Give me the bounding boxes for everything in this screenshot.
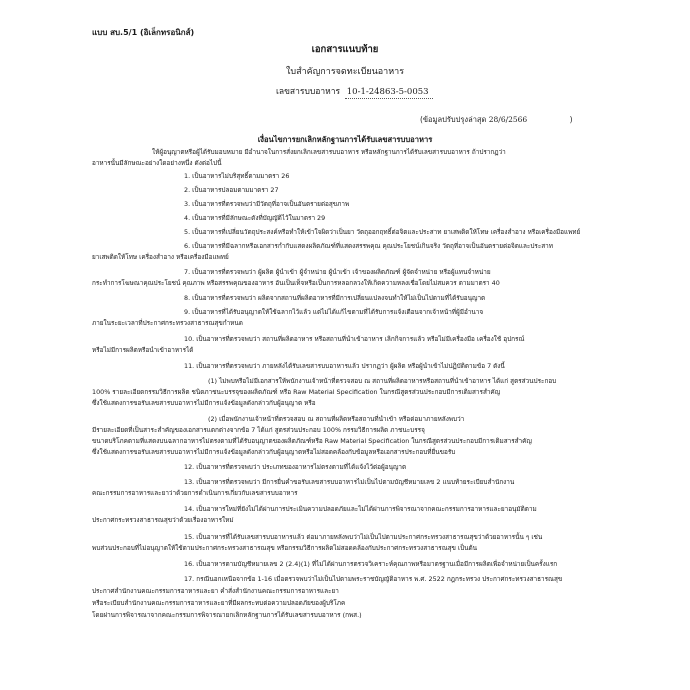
update-label: (ข้อมูลปรับปรุงล่าสุด bbox=[420, 115, 487, 124]
list-item: (2) เมื่อพนักงานเจ้าหน้าที่ตรวจสอบ ณ สถานที่ผลิตหรือสถานที่นำเข้า หรือต่อมาภายหลังพบว่า bbox=[208, 415, 465, 423]
list-item: 8. เป็นอาหารที่ตรวจพบว่า ผลิตจากสถานที่ผลิตอาหารที่มีการเปลี่ยนแปลงจนทำให้ไม่เป็นไปตามที่ได้รับอนุญาต bbox=[184, 294, 486, 302]
list-item: (1) ไม่พบหรือไม่มีเอกสารให้พนักงานเจ้าหน้าที่ตรวจสอบ ณ สถานที่ผลิตอาหารหรือสถานที่นำเข้าอาหาร ได้แก่ สูตรส่วนประกอบ bbox=[208, 377, 557, 385]
list-item: หรือไม่มีการผลิตหรือนำเข้าอาหารได้ bbox=[92, 346, 194, 354]
list-item: คณะกรรมการอาหารและยาว่าด้วยการดำเนินการเกี่ยวกับเลขสารบบอาหาร bbox=[92, 489, 298, 497]
list-item: ภายในระยะเวลาที่ประกาศกระทรวงสาธารณสุขกำหนด bbox=[92, 319, 243, 327]
list-item: 10. เป็นอาหารที่ตรวจพบว่า สถานที่ผลิตอาหาร หรือสถานที่นำเข้าอาหาร เลิกกิจการแล้ว หรือไม่มีเครื่องมือ เครื่องใช้ อุปกรณ์ bbox=[184, 335, 525, 343]
list-item: 13. เป็นอาหารที่ตรวจพบว่า มีการยื่นคำขอรับเลขสารบบอาหารไม่เป็นไปตามบัญชีหมายเลข 2 แนบท้ายระเบียบสำนักงาน bbox=[184, 478, 515, 486]
list-item: 11. เป็นอาหารที่ตรวจพบว่า ภายหลังได้รับเลขสารบบอาหารแล้ว ปรากฏว่า ผู้ผลิต หรือผู้นำเข้าไม่ปฏิบัติตามข้อ 7 ดังนี้ bbox=[184, 362, 505, 370]
registration-line bbox=[276, 84, 433, 98]
list-item: 1. เป็นอาหารไม่บริสุทธิ์ตามมาตรา 26 bbox=[184, 172, 290, 180]
registration-number: 10-1-24863-5-0053 bbox=[345, 87, 433, 99]
list-item: ขนาดบริโภคตามที่แสดงบนฉลากอาหารไม่ตรงตามที่ได้รับอนุญาตของผลิตภัณฑ์หรือ Raw Material Specification ในกรณีสูตรส่วนประกอบมีการเติมสารสำคัญ bbox=[92, 437, 532, 445]
list-item: 9. เป็นอาหารที่ได้รับอนุญาตให้ใช้ฉลากไว้แล้ว แต่ไม่ได้แก้ไขตามที่ได้รับการแจ้งเตือนจากเจ้าหน้าที่ผู้มีอำนาจ bbox=[184, 308, 484, 316]
intro-line: ให้ผู้อนุญาตหรือผู้ได้รับมอบหมาย มีอำนาจในการสั่งยกเลิกเลขสารบบอาหาร หรือหลักฐานการได้รับเลขสารบบอาหาร ถ้าปรากฏว่า bbox=[152, 148, 506, 156]
list-item: 14. เป็นอาหารใหม่ที่ยังไม่ได้ผ่านการประเมินความปลอดภัยและไม่ได้ผ่านการพิจารณาจากคณะกรรมการอาหารและยาอนุมัติตาม bbox=[184, 505, 537, 513]
document-subtitle: ใบสำคัญการจดทะเบียนอาหาร bbox=[285, 67, 405, 77]
list-item: ยาเสพติดให้โทษ เครื่องสำอาง หรือเครื่องมือแพทย์ bbox=[92, 253, 229, 261]
list-item: 4. เป็นอาหารที่มีลักษณะดังที่บัญญัติไว้ในมาตรา 29 bbox=[184, 214, 326, 222]
list-item: หรือระเบียบสำนักงานคณะกรรมการอาหารและยาที่มีผลกระทบต่อความปลอดภัยของผู้บริโภค bbox=[92, 599, 346, 607]
intro-line: อาหารนั้นมีลักษณะอย่างใดอย่างหนึ่ง ดังต่อไปนี้ bbox=[92, 159, 222, 167]
list-item: 12. เป็นอาหารที่ตรวจพบว่า ประเภทของอาหารไม่ตรงตามที่ได้แจ้งไว้ต่อผู้อนุญาต bbox=[184, 463, 407, 471]
list-item: ประกาศสำนักงานคณะกรรมการอาหารและยา คำสั่งสำนักงานคณะกรรมการอาหารและยา bbox=[92, 587, 339, 595]
list-item: พบส่วนประกอบที่ไม่อนุญาตให้ใช้ตามประกาศกระทรวงสาธารณสุข หรือกรรมวิธีการผลิตไม่สอดคล้องกับประกาศกระทรวงสาธารณสุข เป็นต้น bbox=[92, 544, 478, 552]
update-close: ) bbox=[569, 115, 573, 124]
list-item: ซึ่งใช้แสดงการขอรับเลขสารบบอาหารไม่มีการแจ้งข้อมูลดังกล่าวกับผู้อนุญาตหรือไม่สอดคล้องกับข้อมูลหรือเอกสารประกอบที่ยื่นขอรับ bbox=[92, 448, 456, 456]
form-code: แบบ สบ.5/1 (อิเล็กทรอนิกส์) bbox=[92, 28, 195, 37]
list-item: 100% รายละเอียดกรรมวิธีการผลิต ชนิดภาชนะบรรจุของผลิตภัณฑ์ หรือ Raw Material Specification ในกรณีสูตรส่วนประกอบมีการเติมสารสำคัญ bbox=[92, 388, 501, 396]
list-item: ซึ่งใช้แสดงการขอรับเลขสารบบอาหารไม่มีการแจ้งข้อมูลดังกล่าวกับผู้อนุญาต หรือ bbox=[92, 399, 316, 407]
document-title: เอกสารแนบท้าย bbox=[311, 44, 379, 55]
list-item: กระทำการโฆษณาคุณประโยชน์ คุณภาพ หรือสรรพคุณของอาหาร อันเป็นเท็จหรือเป็นการหลอกลวงให้เกิดความหลงเชื่อโดยไม่สมควร ตามมาตรา 40 bbox=[92, 279, 500, 287]
list-item: 5. เป็นอาหารที่เปลี่ยนวัตถุประสงค์หรือทำให้เข้าใจผิดว่าเป็นยา วัตถุออกฤทธิ์ต่อจิตและประสาท ยาเสพติดให้โทษ เครื่องสำอาง หรือเครื่องมือแพทย์ bbox=[184, 228, 581, 236]
list-item: 16. เป็นอาหารตามบัญชีหมายเลข 2 (2.4)(1) ที่ไม่ได้ผ่านการตรวจวิเคราะห์คุณภาพหรือมาตรฐานเมื่อมีการผลิตเพื่อจำหน่ายเป็นครั้งแรก bbox=[184, 560, 558, 568]
list-item: 2. เป็นอาหารปลอมตามมาตรา 27 bbox=[184, 186, 279, 194]
list-item: 6. เป็นอาหารที่มีฉลากหรือเอกสารกำกับแสดงผลิตภัณฑ์ที่แสดงสรรพคุณ คุณประโยชน์เกินจริง วัตถุที่อาจเป็นอันตรายต่อจิตและประสาท bbox=[184, 242, 553, 250]
list-item: มีรายละเอียดที่เป็นสาระสำคัญของเอกสารแตกต่างจากข้อ 7 ได้แก่ สูตรส่วนประกอบ 100% กรรมวิธีการผลิต ภาชนะบรรจุ bbox=[92, 426, 425, 434]
list-item: 15. เป็นอาหารที่ได้รับเลขสารบบอาหารแล้ว ต่อมาภายหลังพบว่าไม่เป็นไปตามประกาศกระทรวงสาธารณสุขว่าด้วยอาหารนั้น ๆ เช่น bbox=[184, 533, 543, 541]
update-note bbox=[420, 114, 573, 126]
list-item: 7. เป็นอาหารที่ตรวจพบว่า ผู้ผลิต ผู้นำเข้า ผู้จำหน่าย ผู้นำเข้า เจ้าของผลิตภัณฑ์ ผู้จัดจำหน่าย หรือผู้แทนจำหน่าย bbox=[184, 268, 491, 276]
list-item: โดยผ่านการพิจารณาจากคณะกรรมการพิจารณายกเลิกหลักฐานการได้รับเลขสารบบอาหาร (กพส.) bbox=[92, 611, 362, 619]
list-item: 17. กรณีนอกเหนือจากข้อ 1-16 เมื่อตรวจพบว่าไม่เป็นไปตามพระราชบัญญัติอาหาร พ.ศ. 2522 กฎกระทรวง ประกาศกระทรวงสาธารณสุข bbox=[184, 575, 563, 583]
section-heading: เงื่อนไขการยกเลิกหลักฐานการได้รับเลขสารบบอาหาร bbox=[257, 135, 433, 144]
list-item: ประกาศกระทรวงสาธารณสุขว่าด้วยเรื่องอาหารใหม่ bbox=[92, 516, 234, 524]
registration-label: เลขสารบบอาหาร bbox=[276, 87, 341, 97]
list-item: 3. เป็นอาหารที่ตรวจพบว่ามีวัตถุที่อาจเป็นอันตรายต่อสุขภาพ bbox=[184, 200, 350, 208]
update-date: 28/6/2566 bbox=[488, 115, 528, 124]
